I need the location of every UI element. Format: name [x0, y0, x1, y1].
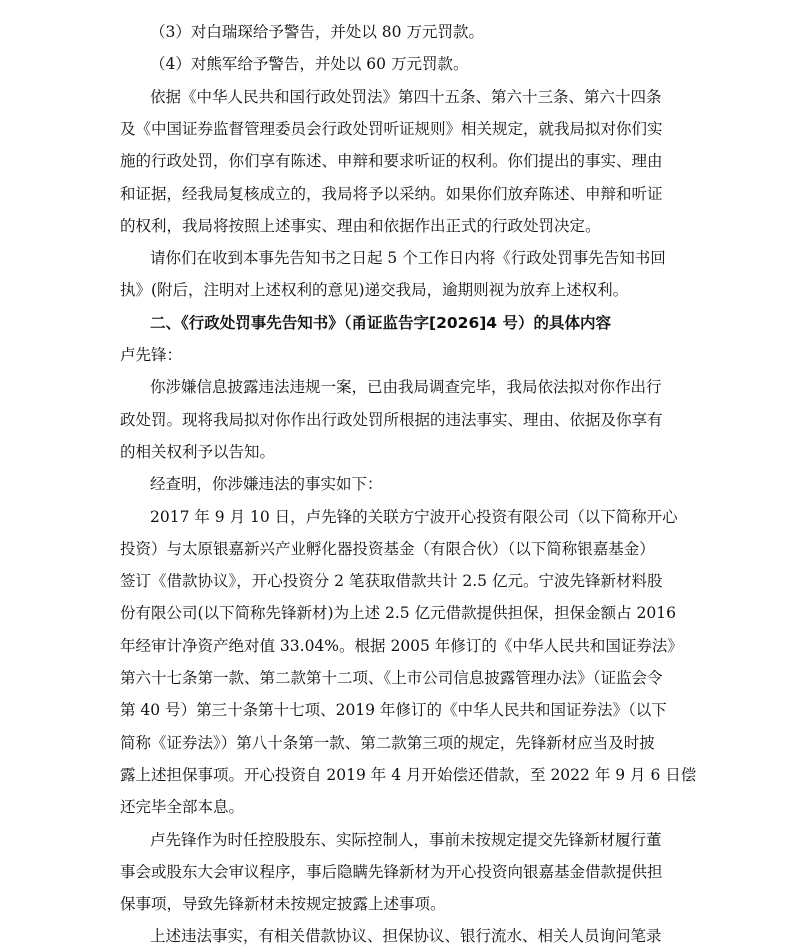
- section-heading: 二、《行政处罚事先告知书》（甬证监告字[2026]4 号）的具体内容: [150, 313, 611, 332]
- addressee: 卢先锋：: [120, 346, 183, 364]
- paragraph-line: 2017 年 9 月 10 日，卢先锋的关联方宁波开心投资有限公司（以下简称开心: [150, 507, 678, 526]
- paragraph-line: 事会或股东大会审议程序，事后隐瞒先锋新材为开心投资向银嘉基金借款提供担: [120, 862, 663, 881]
- paragraph-line: 你涉嫌信息披露违法违规一案，已由我局调查完毕，我局依法拟对你作出行: [150, 378, 662, 397]
- paragraph-line: 投资）与太原银嘉新兴产业孵化器投资基金（有限合伙）（以下简称银嘉基金）: [120, 539, 655, 558]
- paragraph-line: 还完毕全部本息。: [120, 798, 245, 817]
- paragraph-line: 签订《借款协议》，开心投资分 2 笔获取借款共计 2.5 亿元。宁波先锋新材料股: [120, 572, 663, 591]
- paragraph-line: 保事项，导致先锋新材未按规定披露上述事项。: [120, 895, 446, 914]
- penalty-item-3: （3）对白瑞琛给予警告，并处以 80 万元罚款。: [150, 23, 484, 41]
- paragraph-line: 和证据，经我局复核成立的，我局将予以采纳。如果你们放弃陈述、申辩和听证: [120, 184, 663, 203]
- penalty-item-4: （4）对熊军给予警告，并处以 60 万元罚款。: [150, 55, 469, 74]
- paragraph-line: 经查明，你涉嫌违法的事实如下：: [150, 475, 383, 494]
- paragraph-line: 及《中国证券监督管理委员会行政处罚听证规则》相关规定，就我局拟对你们实: [120, 119, 663, 138]
- paragraph-line: 卢先锋作为时任控股股东、实际控制人，事前未按规定提交先锋新材履行董: [150, 830, 662, 849]
- paragraph-line: 执》(附后，注明对上述权利的意见)递交我局，逾期则视为放弃上述权利。: [120, 281, 629, 300]
- paragraph-line: 的权利，我局将按照上述事实、理由和依据作出正式的行政处罚决定。: [120, 216, 601, 235]
- paragraph-line: 简称《证券法》）第八十条第一款、第二款第三项的规定，先锋新材应当及时披: [120, 733, 655, 752]
- paragraph-line: 请你们在收到本事先告知书之日起 5 个工作日内将《行政处罚事先告知书回: [150, 249, 666, 268]
- paragraph-line: 第六十七条第一款、第二款第十二项、《上市公司信息披露管理办法》（证监会令: [120, 669, 663, 687]
- paragraph-line: 第 40 号）第三十条第十七项、2019 年修订的《中华人民共和国证券法》（以下: [120, 701, 667, 720]
- paragraph-line: 的相关权利予以告知。: [120, 442, 276, 461]
- paragraph-line: 上述违法事实，有相关借款协议、担保协议、银行流水、相关人员询问笔录: [150, 927, 662, 946]
- paragraph-line: 施的行政处罚，你们享有陈述、申辩和要求听证的权利。你们提出的事实、理由: [120, 152, 663, 171]
- paragraph-line: 份有限公司(以下简称先锋新材)为上述 2.5 亿元借款提供担保，担保金额占 2016: [120, 604, 676, 623]
- paragraph-line: 露上述担保事项。开心投资自 2019 年 4 月开始偿还借款，至 2022 年 9 月 6 日偿: [120, 765, 697, 784]
- paragraph-line: 政处罚。现将我局拟对你作出行政处罚所根据的违法事实、理由、依据及你享有: [120, 410, 663, 429]
- paragraph-line: 依据《中华人民共和国行政处罚法》第四十五条、第六十三条、第六十四条: [150, 87, 662, 106]
- paragraph-line: 年经审计净资产绝对值 33.04%。根据 2005 年修订的《中华人民共和国证券法》: [120, 636, 683, 655]
